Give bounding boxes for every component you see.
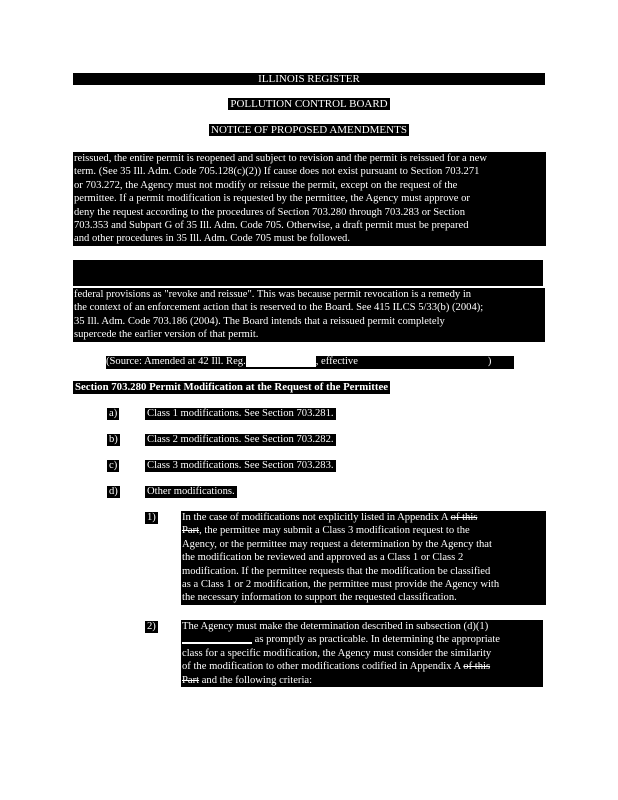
text-line: and other procedures in 35 Ill. Adm. Code 705 must be followed. — [74, 233, 350, 245]
text-line: or 703.272, the Agency must not modify or reissue the permit, except on the request of the — [74, 179, 458, 191]
item-label-d: d) — [109, 486, 118, 497]
text-line: Part and the following criteria: — [182, 674, 313, 686]
text-line: the context of an enforcement action that is reserved to the Board. See 415 ILCS 5/33(b) (2004); — [74, 302, 484, 314]
text-line: reissued, the entire permit is reopened and subject to revision and the permit is reissued for a new — [74, 153, 488, 164]
text-line: In the case of modifications not explicitly listed in Appendix A of this — [182, 512, 478, 523]
text-line: class for a specific modification, the Agency must consider the similarity — [182, 647, 492, 659]
text-line: deny the request according to the procedures of Section 703.280 through 703.283 or Section — [74, 206, 465, 218]
item-text-a: Class 1 modifications. See Section 703.281. — [147, 408, 334, 419]
text-line: term. (See 35 Ill. Adm. Code 705.128(c)(2)) If cause does not exist pursuant to Section 703.271 — [74, 166, 480, 178]
text-line: as promptly as practicable. In determining the appropriate — [182, 633, 542, 646]
text-line: the modification be reviewed and approved as a Class 1 or Class 2 — [182, 552, 464, 564]
paragraph-board-note — [73, 288, 545, 342]
source-line: (Source: Amended at 42 Ill. Reg. , effective ) — [106, 356, 514, 369]
item-label-b: b) — [109, 434, 118, 445]
paragraph-permit-reissuance — [73, 152, 546, 246]
item-text-d: Other modifications. — [147, 486, 235, 497]
text-line: Part, the permittee may submit a Class 3 modification request to the — [182, 525, 470, 537]
text-line: permittee. If a permit modification is requested by the permittee, the Agency must approve or — [74, 193, 470, 205]
text-line: federal provisions as "revoke and reissue". This was because permit revocation is a remedy in — [74, 289, 472, 300]
text-line: as a Class 1 or 2 modification, the permittee must provide the Agency with — [182, 579, 500, 591]
subitem-label-2: 2) — [147, 621, 156, 632]
subsection-1-text — [181, 511, 546, 605]
register-title: ILLINOIS REGISTER — [258, 73, 360, 85]
item-label-a: a) — [109, 408, 118, 419]
struck-text-mark — [182, 636, 252, 644]
item-text-c: Class 3 modifications. See Section 703.283. — [147, 460, 334, 471]
text-line: 35 Ill. Adm. Code 703.186 (2004). The Board intends that a reissued permit completely — [74, 315, 445, 327]
board-title: POLLUTION CONTROL BOARD — [230, 98, 388, 110]
item-text-b: Class 2 modifications. See Section 703.282. — [147, 434, 334, 445]
section-title: Section 703.280 Permit Modification at the Request of the Permittee — [75, 381, 389, 393]
subsection-2-text — [181, 620, 543, 687]
text-line: modification. If the permittee requests that the modification be classified — [182, 565, 491, 577]
subitem-label-1: 1) — [147, 512, 156, 523]
text-line: Agency, or the permittee may request a determination by the Agency that — [182, 538, 492, 550]
text-line: The Agency must make the determination described in subsection (d)(1) — [182, 621, 489, 632]
text-line: 703.353 and Subpart G of 35 Ill. Adm. Code 705. Otherwise, a draft permit must be prepared — [74, 220, 469, 232]
notice-title: NOTICE OF PROPOSED AMENDMENTS — [211, 124, 407, 136]
item-label-c: c) — [109, 460, 118, 471]
text-line: supercede the earlier version of that permit. — [74, 329, 259, 341]
obscured-text-block — [73, 260, 543, 286]
text-line: of the modification to other modifications codified in Appendix A of this — [182, 661, 491, 673]
text-line: the necessary information to support the requested classification. — [182, 592, 457, 604]
